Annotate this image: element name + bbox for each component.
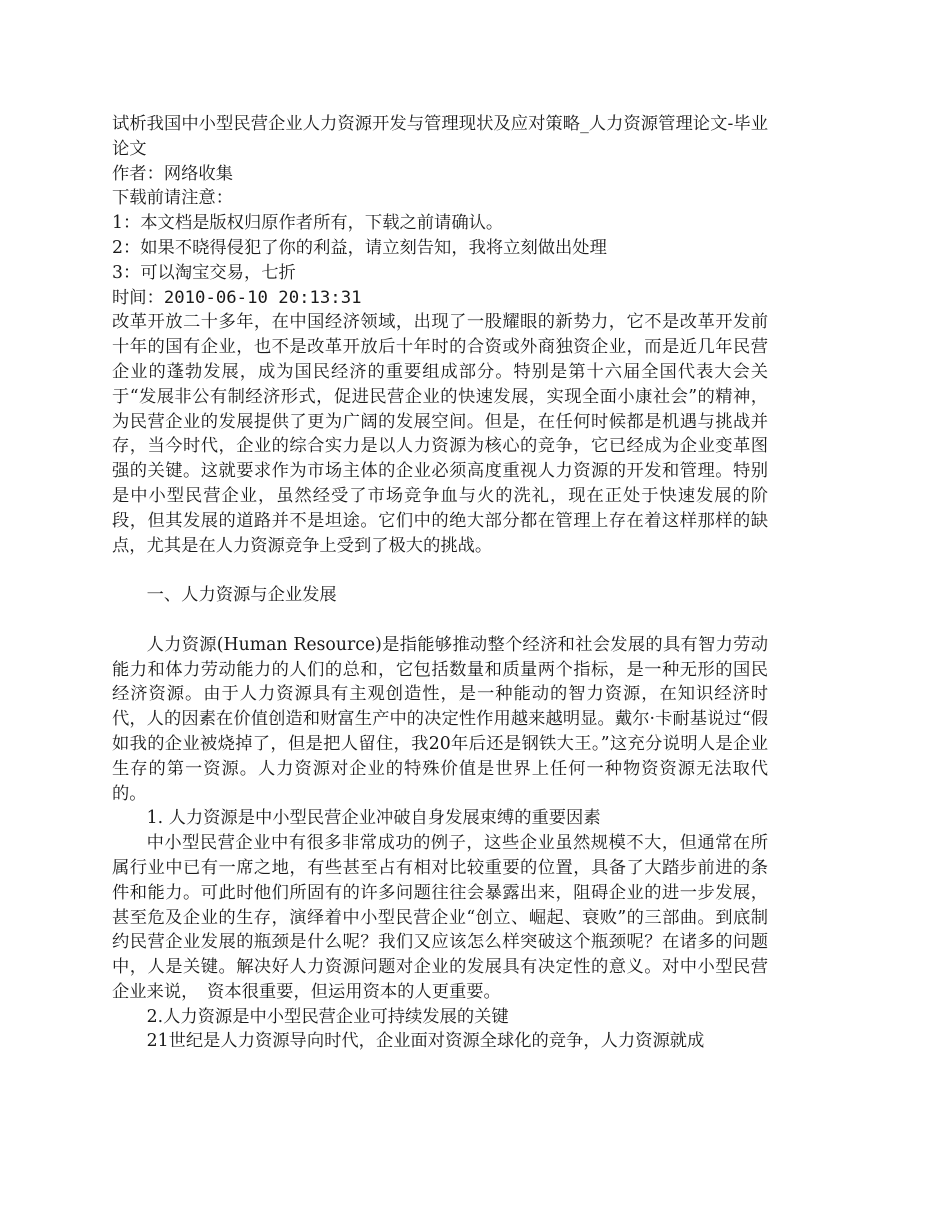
section-paragraph: 人力资源(Human Resource)是指能够推动整个经济和社会发展的具有智力劳动能力和体力劳动能力的人们的总和，它包括数量和质量两个指标，是一种无形的国民经济资源。由于人力资源具有主观创造性，是一种能动的智力资源，在知识经济时代，人的因素在价值创造和财富生产中的决定性作用越来越明显。戴尔·卡耐基说过“假如我的企业被烧掉了，但是把人留住，我20年后还是钢铁大王。”这充分说明人是企业生存的第一资源。人力资源对企业的特殊价值是世界上任何一种物资资源无法取代的。 <box>112 634 768 804</box>
document-page <box>112 112 768 1054</box>
notice-item-3: 3：可以淘宝交易，七折 <box>112 262 296 283</box>
notice-item-1: 1：本文档是版权归原作者所有，下载之前请确认。 <box>112 213 504 234</box>
notice-item-2: 2：如果不晓得侵犯了你的利益，请立刻告知，我将立刻做出处理 <box>112 237 607 258</box>
section-heading: 一、人力资源与企业发展 <box>146 585 337 606</box>
subsection-paragraph-2: 21世纪是人力资源导向时代，企业面对资源全球化的竞争，人力资源就成 <box>146 1031 705 1052</box>
paragraph-gap <box>112 558 768 583</box>
author-line: 作者：网络收集 <box>112 163 233 184</box>
subsection-heading-2: 2.人力资源是中小型民营企业可持续发展的关键 <box>146 1006 509 1027</box>
subsection-paragraph-1: 中小型民营企业中有很多非常成功的例子，这些企业虽然规模不大，但通常在所属行业中已有一席之地，有些甚至占有相对比较重要的位置，具备了大踏步前进的条件和能力。可此时他们所固有的许多问题往往会暴露出来，阻碍企业的进一步发展，甚至危及企业的生存，演绎着中小型民营企业“创立、崛起、衰败”的三部曲。到底制约民营企业发展的瓶颈是什么呢？我们又应该怎么样突破这个瓶颈呢？在诸多的问题中，人是关键。解决好人力资源问题对企业的发展具有决定性的意义。对中小型民营企业来说， 资本很重要，但运用资本的人更重要。 <box>112 833 768 1002</box>
intro-paragraph: 改革开放二十多年，在中国经济领域，出现了一股耀眼的新势力，它不是改革开发前十年的国有企业，也不是改革开放后十年时的合资或外商独资企业，而是近几年民营企业的蓬勃发展，成为国民经济的重要组成部分。特别是第十六届全国代表大会关于“发展非公有制经济形式，促进民营企业的快速发展，实现全面小康社会”的精神，为民营企业的发展提供了更为广阔的发展空间。但是，在任何时候都是机遇与挑战并存，当今时代，企业的综合实力是以人力资源为核心的竞争，它已经成为企业变革图强的关键。这就要求作为市场主体的企业必须高度重视人力资源的开发和管理。特别是中小型民营企业，虽然经受了市场竞争血与火的洗礼，现在正处于快速发展的阶段，但其发展的道路并不是坦途。它们中的绝大部分都在管理上存在着这样那样的缺点，尤其是在人力资源竞争上受到了极大的挑战。 <box>112 312 768 556</box>
paragraph-gap <box>112 608 768 633</box>
notice-heading: 下载前请注意： <box>112 188 233 209</box>
document-title: 试析我国中小型民营企业人力资源开发与管理现状及应对策略_人力资源管理论文-毕业论文 <box>112 114 768 159</box>
subsection-heading-1: 1. 人力资源是中小型民营企业冲破自身发展束缚的重要因素 <box>146 808 601 829</box>
timestamp-line: 时间：2010-06-10 20:13:31 <box>112 287 362 308</box>
